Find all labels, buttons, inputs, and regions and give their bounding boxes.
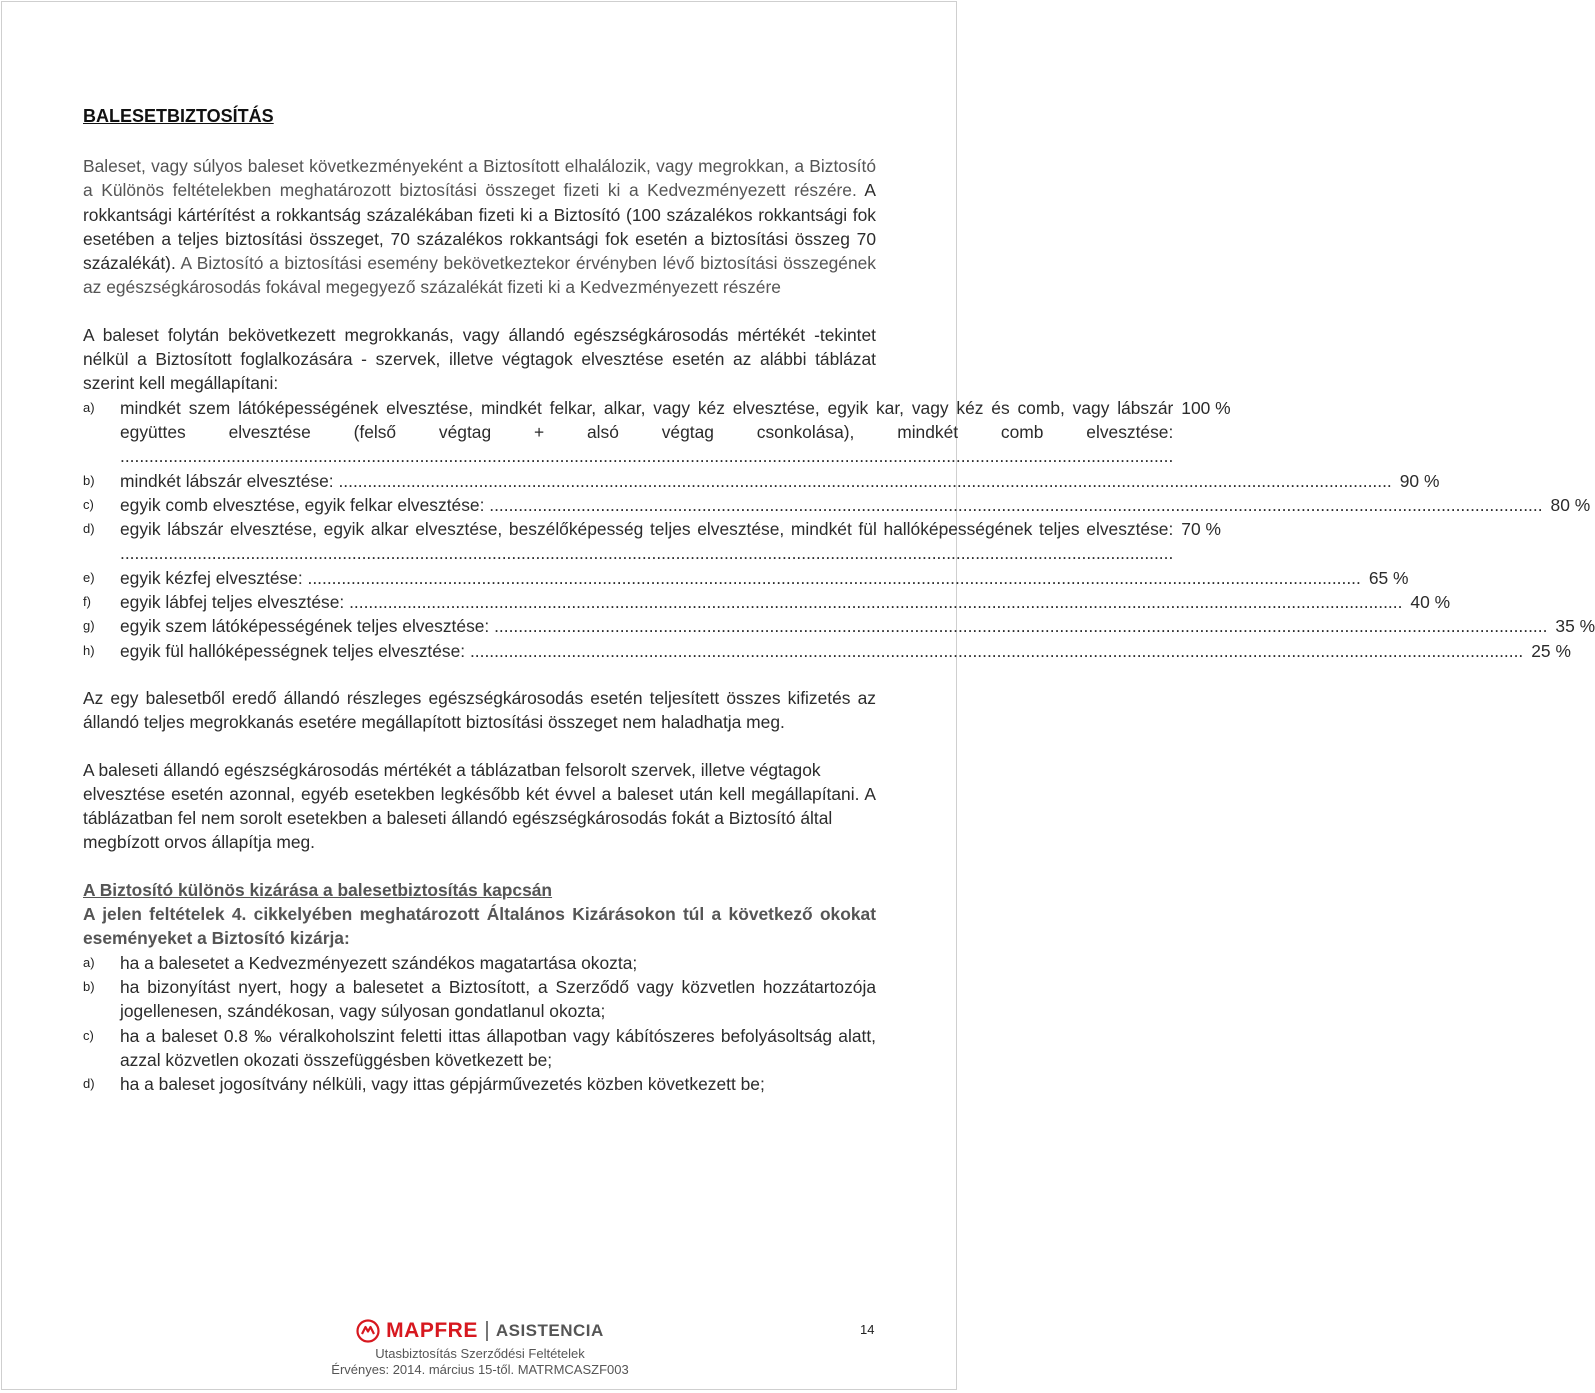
- item-text: ha a baleset jogosítvány nélküli, vagy ittas gépjárművezetés közben következett be;: [120, 1074, 765, 1095]
- section-title: A Biztosító különös kizárása a balesetbiztosítás kapcsán: [83, 879, 553, 900]
- item-text: ha bizonyítást nyert, hogy a balesetet a Biztosított, a Szerződő vagy közvetlen hozzátartozója jogellenesen, szándékosan, vagy súlyosan gondatlanul okozta;: [120, 976, 876, 1022]
- row-description: mindkét szem látóképességének elvesztése, mindkét felkar, alkar, vagy kéz elvesztése, egyik kar, vagy kéz és comb, vagy lábszár együttes elvesztése (felső végtag + alsó végtag csonkolása), mindkét comb elvesztése: .....: [120, 396, 1173, 469]
- paragraph-intro-part-3: A Biztosító a biztosítási esemény bekövetkeztekor érvényben lévő biztosítási összegének az egészségkárosodás fokával megegyező százalékát fizeti ki a Kedvezményezett részére: [83, 253, 876, 298]
- paragraph-intro-part-2: A rokkantsági kártérítést a rokkantság százalékában fizeti ki a Biztosító (100 százalékos rokkantsági fok esetében a teljes biztosítási összeget, 70 százalékos rokkantsági fok esetén a biztosítási összeg 70 százalékát).: [83, 180, 876, 274]
- table-row: [83, 493, 1591, 517]
- logo-divider: [486, 1321, 488, 1341]
- row-label: g): [83, 618, 95, 634]
- row-label: d): [83, 521, 95, 537]
- item-label: c): [83, 1027, 94, 1043]
- item-label: b): [83, 978, 95, 994]
- paragraph-payout-limit: Az egy balesetből eredő állandó részleges egészségkárosodás esetén teljesített összes kifizetés az állandó teljes megrokkanás esetére megállapított biztosítási összeget nem haladhatja meg.: [83, 687, 876, 733]
- exclusions-list: [83, 951, 876, 1097]
- list-item: [83, 975, 876, 1024]
- mapfre-logo: [0, 1316, 960, 1346]
- table-row: [83, 590, 1451, 614]
- table-row: [83, 566, 1409, 590]
- row-percent: 70 %: [1181, 519, 1221, 540]
- row-label: f): [83, 594, 91, 610]
- paragraph-assessment-2: elvesztése esetén azonnal, egyéb esetekben legkésőbb két évvel a baleset után kell megállapítani. A táblázatban fel nem sorolt esetekben a baleseti állandó egészségkárosodás fokát a Biztosító által: [83, 783, 876, 829]
- page-footer: [0, 1316, 960, 1378]
- row-description: egyik fül hallóképességnek teljes elvesztése: .....: [120, 639, 1523, 663]
- row-percent: 100 %: [1181, 397, 1231, 418]
- item-text: ha a balesetet a Kedvezményezett szándékos magatartása okozta;: [120, 952, 638, 973]
- brand-subname: ASISTENCIA: [495, 1321, 604, 1340]
- row-description: egyik comb elvesztése, egyik felkar elvesztése: .....: [120, 493, 1543, 517]
- row-label: e): [83, 569, 95, 585]
- table-row: [83, 639, 1571, 663]
- list-item: [83, 951, 876, 975]
- document-title: BALESETBIZTOSÍTÁS: [83, 106, 274, 126]
- page-number: 14: [860, 1322, 875, 1337]
- row-description: egyik kézfej elvesztése: .....: [120, 566, 1361, 590]
- paragraph-intro: [83, 154, 876, 300]
- disability-table: [83, 396, 1595, 663]
- item-label: d): [83, 1076, 95, 1092]
- section-intro: A jelen feltételek 4. cikkelyében meghatározott Általános Kizárásokon túl a következő okokat eseményeket a Biztosító kizárja:: [83, 904, 876, 949]
- row-percent: 80 %: [1550, 494, 1591, 515]
- mapfre-emblem-icon: [356, 1319, 380, 1343]
- document-body: [83, 104, 1595, 1096]
- paragraph-intro-part-1: Baleset, vagy súlyos baleset következményeként a Biztosított elhalálozik, vagy megrokkan, a Biztosító a Különös feltételekben meghatározott biztosítási összeget fizeti ki a Kedvezményezett részére.: [83, 156, 876, 201]
- row-label: a): [83, 399, 95, 415]
- row-percent: 40 %: [1410, 592, 1451, 613]
- list-item: [83, 1072, 876, 1096]
- row-description: egyik lábszár elvesztése, egyik alkar elvesztése, beszélőképesség teljes elvesztése, mindkét fül hallóképességének teljes elvesztése: .....: [120, 517, 1173, 566]
- list-item: [83, 1024, 876, 1073]
- row-label: h): [83, 642, 95, 658]
- footer-document-name: Utasbiztosítás Szerződési Feltételek: [375, 1346, 585, 1361]
- table-row: [83, 469, 1440, 493]
- row-percent: 65 %: [1368, 567, 1409, 588]
- table-row: [83, 614, 1595, 638]
- paragraph-assessment-3: megbízott orvos állapítja meg.: [83, 832, 315, 853]
- row-percent: 25 %: [1531, 640, 1571, 661]
- row-description: egyik lábfej teljes elvesztése: .....: [120, 590, 1402, 614]
- row-label: b): [83, 472, 95, 488]
- paragraph-assessment-1: A baleseti állandó egészségkárosodás mértékét a táblázatban felsorolt szervek, illetve végtagok: [83, 759, 821, 780]
- table-row: [83, 517, 1221, 566]
- row-label: c): [83, 496, 94, 512]
- item-label: a): [83, 954, 95, 970]
- table-row: [83, 396, 1231, 469]
- row-percent: 35 %: [1555, 616, 1595, 637]
- item-text: ha a baleset 0.8 ‰ véralkoholszint feletti ittas állapotban vagy kábítószeres befolyásoltság alatt, azzal közvetlen okozati összefüggésben következett be;: [120, 1025, 876, 1070]
- row-description: mindkét lábszár elvesztése: .....: [120, 469, 1392, 493]
- paragraph-table-intro: A baleset folytán bekövetkezett megrokkanás, vagy állandó egészségkárosodás mértékét -tekintet nélkül a Biztosított foglalkozására - szervek, illetve végtagok elvesztése esetén az alábbi táblázat szerint kell megállapítani:: [83, 324, 876, 394]
- footer-validity: Érvényes: 2014. március 15-től. MATRMCASZF003: [331, 1362, 629, 1377]
- row-percent: 90 %: [1399, 470, 1440, 491]
- brand-name: MAPFRE: [386, 1319, 478, 1342]
- row-description: egyik szem látóképességének teljes elvesztése: .....: [120, 614, 1547, 638]
